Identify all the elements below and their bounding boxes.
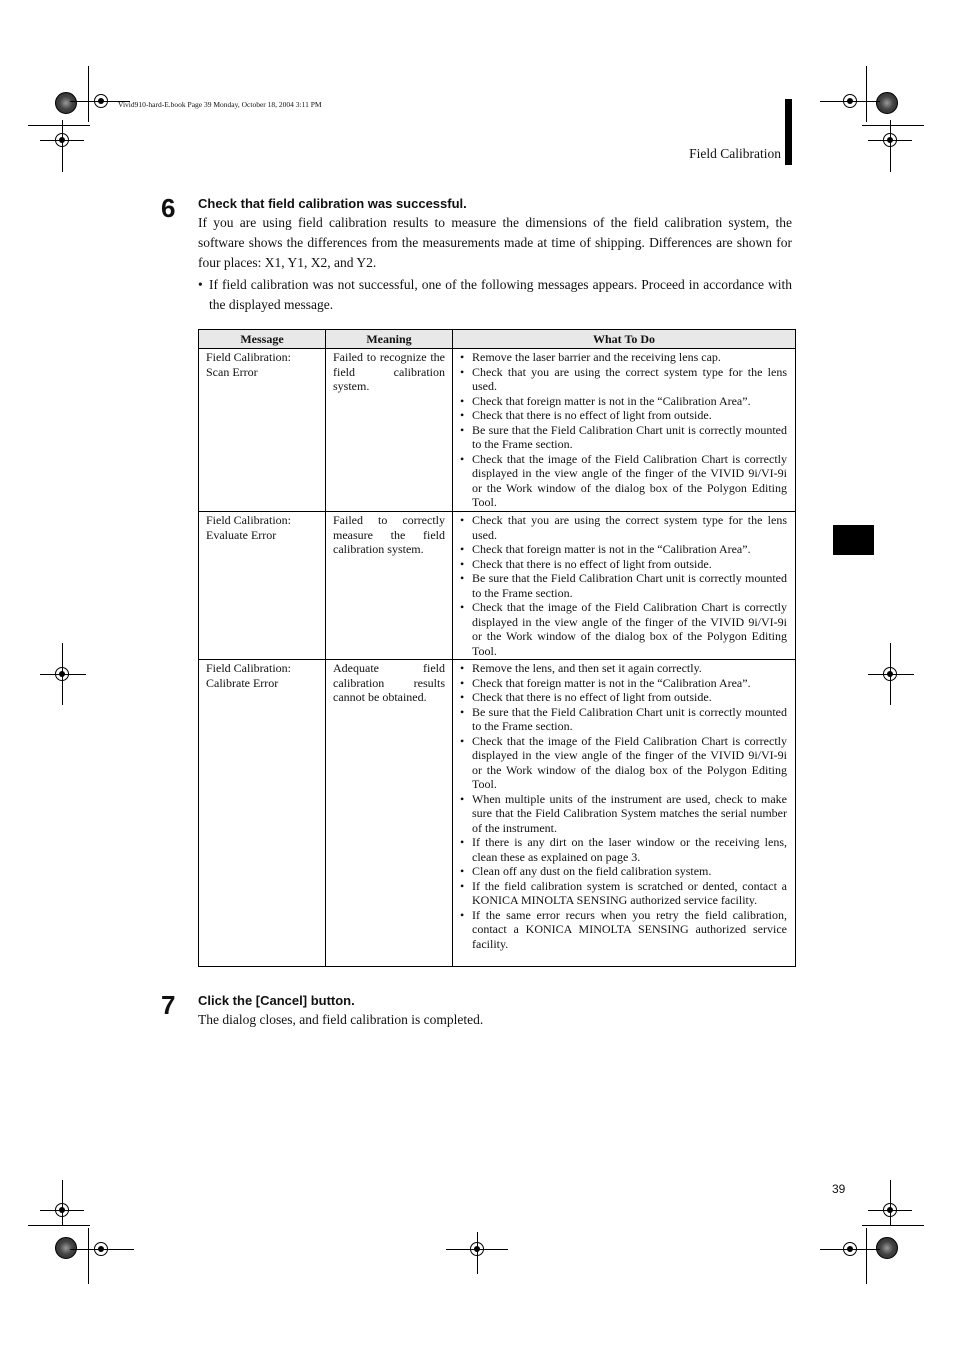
crosshair-icon (94, 94, 108, 108)
crosshair-icon (55, 1203, 69, 1217)
list-item: • Check that you are using the correct system type for the lens used. (459, 513, 787, 542)
chapter-tab (833, 525, 874, 555)
crop-line (28, 1225, 90, 1226)
what-to-do-cell (453, 349, 796, 512)
column-header-meaning: Meaning (326, 330, 453, 349)
crosshair-icon (843, 1242, 857, 1256)
crop-line (862, 1225, 924, 1226)
message-line: Field Calibration: (206, 350, 291, 364)
meaning-cell: Adequate field calibration results cannot be obtained. (326, 660, 453, 967)
message-line: Field Calibration: (206, 661, 291, 675)
list-item: • Check that you are using the correct system type for the lens used. (459, 365, 787, 394)
what-to-do-cell (453, 660, 796, 967)
list-item: • Remove the laser barrier and the receiving lens cap. (459, 350, 787, 365)
table-row (199, 660, 796, 967)
list-item: • Remove the lens, and then set it again correctly. (459, 661, 787, 676)
page-number: 39 (832, 1182, 846, 1196)
message-cell (199, 349, 326, 512)
message-cell (199, 512, 326, 660)
section-bar (785, 99, 792, 165)
list-item: • Check that the image of the Field Calibration Chart is correctly displayed in the view angle of the finger of the VIVID 9i/VI-9i or the Work window of the dialog box of the Polygon Editing Tool. (459, 734, 787, 792)
list-item: • Check that there is no effect of light from outside. (459, 408, 787, 423)
file-slug: Vivid910-hard-E.book Page 39 Monday, October 18, 2004 3:11 PM (118, 100, 322, 109)
table-row (199, 512, 796, 660)
crop-line (866, 66, 867, 122)
table-header-row (199, 330, 796, 349)
crop-line (28, 125, 90, 126)
action-list (459, 350, 787, 510)
step-body: If you are using field calibration results to measure the dimensions of the field calibration system, the software shows the differences from the measurements made at time of shipping. Differences are shown for four places: X1, Y1, X2, and Y2. (198, 215, 792, 270)
crop-line (862, 125, 924, 126)
registration-dot-icon (55, 1237, 77, 1259)
list-item: • Check that there is no effect of light from outside. (459, 557, 787, 572)
table-row (199, 349, 796, 512)
crosshair-icon (470, 1242, 484, 1256)
running-head: Field Calibration (689, 146, 781, 161)
list-item: • Check that the image of the Field Calibration Chart is correctly displayed in the view angle of the finger of the VIVID 9i/VI-9i or the Work window of the dialog box of the Polygon Editing Tool. (459, 452, 787, 510)
step-number: 6 (161, 193, 176, 223)
step-title: Click the [Cancel] button. (198, 993, 355, 1008)
list-item: • Clean off any dust on the field calibration system. (459, 864, 787, 879)
crosshair-icon (883, 1203, 897, 1217)
list-item: • Check that the image of the Field Calibration Chart is correctly displayed in the view angle of the finger of the VIVID 9i/VI-9i or the Work window of the dialog box of the Polygon Editing Tool. (459, 600, 787, 658)
list-item: • Be sure that the Field Calibration Chart unit is correctly mounted to the Frame section. (459, 571, 787, 600)
list-item: • If there is any dirt on the laser window or the receiving lens, clean these as explained on page 3. (459, 835, 787, 864)
meaning-cell: Failed to recognize the field calibration system. (326, 349, 453, 512)
message-line: Evaluate Error (206, 527, 277, 542)
crop-line (866, 1228, 867, 1284)
step-title: Check that field calibration was successful. (198, 196, 467, 211)
bullet-text: If field calibration was not successful, one of the following messages appears. Proceed in accordance with the displayed message. (209, 277, 792, 312)
bullet-note (198, 275, 792, 315)
crosshair-icon (94, 1242, 108, 1256)
step-number: 7 (161, 990, 176, 1020)
what-to-do-cell (453, 512, 796, 660)
message-line: Calibrate Error (206, 675, 279, 690)
column-header-message: Message (199, 330, 326, 349)
list-item: • Check that foreign matter is not in the “Calibration Area”. (459, 542, 787, 557)
list-item: • If the field calibration system is scratched or dented, contact a KONICA MINOLTA SENSING authorized service facility. (459, 879, 787, 908)
list-item: • Check that foreign matter is not in the “Calibration Area”. (459, 394, 787, 409)
column-header-what-to-do: What To Do (453, 330, 796, 349)
registration-dot-icon (876, 92, 898, 114)
registration-dot-icon (876, 1237, 898, 1259)
crosshair-icon (55, 133, 69, 147)
list-item: • Check that there is no effect of light from outside. (459, 690, 787, 705)
list-item: • When multiple units of the instrument are used, check to make sure that the Field Calibration System matches the serial number of the instrument. (459, 792, 787, 836)
action-list (459, 661, 787, 951)
crop-line (88, 66, 89, 122)
step-body: The dialog closes, and field calibration is completed. (198, 1012, 484, 1027)
message-line: Scan Error (206, 364, 258, 379)
crosshair-icon (55, 667, 69, 681)
crosshair-icon (843, 94, 857, 108)
crosshair-icon (883, 133, 897, 147)
error-message-table (198, 329, 796, 967)
crosshair-icon (883, 667, 897, 681)
message-line: Field Calibration: (206, 513, 291, 527)
message-cell (199, 660, 326, 967)
bullet-icon: • (198, 277, 203, 292)
list-item: • Check that foreign matter is not in the “Calibration Area”. (459, 676, 787, 691)
action-list (459, 513, 787, 658)
registration-dot-icon (55, 92, 77, 114)
meaning-cell: Failed to correctly measure the field calibration system. (326, 512, 453, 660)
crop-line (88, 1228, 89, 1284)
list-item: • If the same error recurs when you retry the field calibration, contact a KONICA MINOLTA SENSING authorized service facility. (459, 908, 787, 952)
list-item: • Be sure that the Field Calibration Chart unit is correctly mounted to the Frame section. (459, 705, 787, 734)
list-item: • Be sure that the Field Calibration Chart unit is correctly mounted to the Frame section. (459, 423, 787, 452)
